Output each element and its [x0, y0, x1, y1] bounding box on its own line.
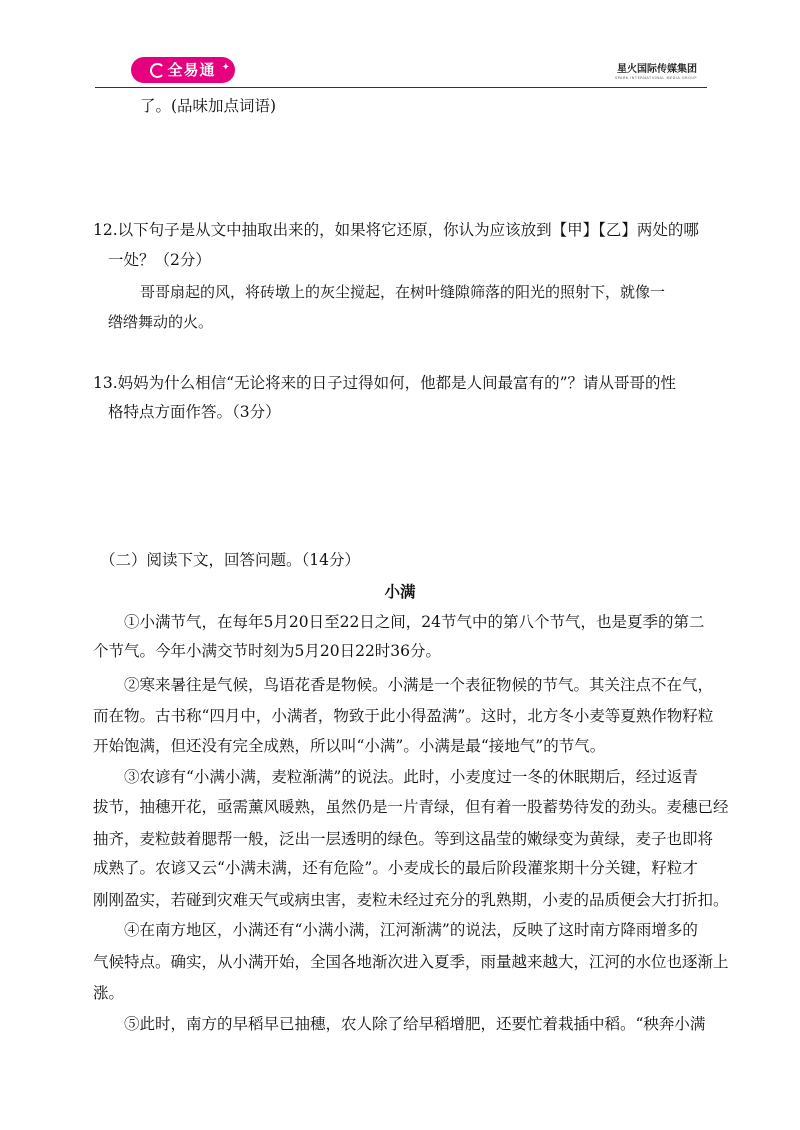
paragraph-line: ⑤此时，南方的早稻早已抽穗，农人除了给早稻增肥，还要忙着栽插中稻。“秧奔小满	[124, 1015, 706, 1033]
paragraph-line: ②寒来暑往是气候，鸟语花香是物候。小满是一个表征物候的节气。其关注点不在气，	[124, 676, 714, 694]
paragraph-line: 而在物。古书称“四月中，小满者，物致于此小得盈满”。这时，北方冬小麦等夏熟作物籽粒	[93, 707, 714, 725]
q13-line-1: 13.妈妈为什么相信“无论将来的日子过得如何，他都是人间最富有的”？请从哥哥的性	[93, 374, 677, 392]
logo-text: 全易通	[167, 61, 216, 79]
paragraph-line: ③农谚有“小满小满，麦粒渐满”的说法。此时，小麦度过一冬的休眠期后，经过返青	[124, 768, 698, 786]
section-heading: （二）阅读下文，回答问题。（14分）	[100, 551, 360, 569]
paragraph-line: 成熟了。农谚又云“小满未满，还有危险”。小麦成长的最后阶段灌浆期十分关键，籽粒才	[93, 859, 698, 877]
publisher-logo	[615, 60, 697, 80]
q13-line-2: 格特点方面作答。（3分）	[108, 403, 281, 421]
brand-logo	[131, 57, 235, 83]
page-header	[95, 55, 707, 89]
paragraph-line: ①小满节气，在每年5月20日至22日之间，24节气中的第八个节气，也是夏季的第二	[124, 613, 705, 631]
q12-quote-line-2: 绺绺舞动的火。	[108, 313, 214, 331]
sparkle-icon: ✦	[221, 62, 231, 73]
publisher-name: 星火国际传媒集团	[617, 64, 697, 75]
header-divider	[95, 87, 707, 88]
q12-line-1: 12.以下句子是从文中抽取出来的，如果将它还原，你认为应该放到【甲】【乙】两处的哪	[93, 221, 699, 239]
paragraph-line: 涨。	[93, 984, 125, 1002]
paragraph-line: 开始饱满，但还没有完全成熟，所以叫“小满”。小满是最“接地气”的节气。	[93, 737, 606, 755]
q12-line-2: 一处？（2分）	[108, 251, 211, 269]
publisher-subtitle: SPARK INTERNATIONAL MEDIA GROUP	[614, 76, 697, 80]
logo-swirl-icon	[150, 63, 165, 78]
paragraph-line: 刚刚盈实，若碰到灾难天气或病虫害，麦粒未经过充分的乳熟期，小麦的品质便会大打折扣。	[93, 891, 729, 909]
q12-quote-line-1: 哥哥扇起的风，将砖墩上的灰尘搅起，在树叶缝隙筛落的阳光的照射下，就像一	[140, 283, 666, 301]
paragraph-line: 个节气。今年小满交节时刻为5月20日22时36分。	[93, 642, 442, 660]
article-title: 小满	[384, 583, 416, 601]
q11-tail: 了。(品味加点词语)	[140, 97, 277, 115]
paragraph-line: 抽齐，麦粒鼓着腮帮一般，泛出一层透明的绿色。等到这晶莹的嫩绿变为黄绿，麦子也即将	[93, 830, 714, 848]
paragraph-line: ④在南方地区，小满还有“小满小满，江河渐满”的说法，反映了这时南方降雨增多的	[124, 921, 698, 939]
paragraph-line: 拔节，抽穗开花，亟需薰风暖熟，虽然仍是一片青绿，但有着一股蓄势待发的劲头。麦穗已经	[93, 798, 729, 816]
paragraph-line: 气候特点。确实，从小满开始，全国各地渐次进入夏季，雨量越来越大，江河的水位也逐渐上	[93, 953, 729, 971]
